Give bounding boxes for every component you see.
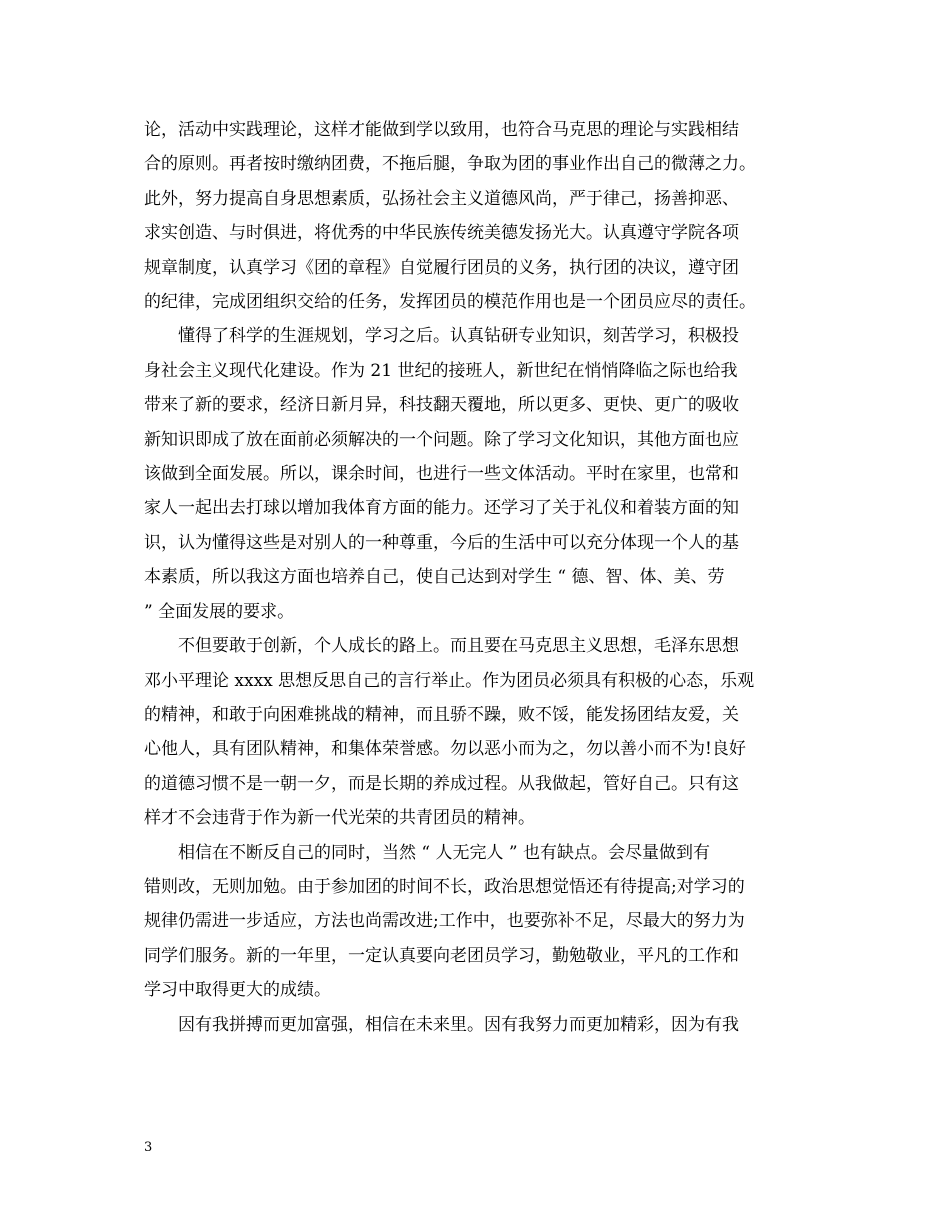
text-line: 相信在不断反自己的同时，当然 “ 人无完人 ” 也有缺点。会尽量做到有 [178,842,710,863]
text-line: 合的原则。再者按时缴纳团费，不拖后腿，争取为团的事业作出自己的微薄之力。 [144,154,756,175]
text-line: ” 全面发展的要求。 [144,601,295,622]
text-line: 该做到全面发展。所以，课余时间，也进行一些文体活动。平时在家里，也常和 [144,464,739,485]
text-line: 论，活动中实践理论，这样才能做到学以致用，也符合马克思的理论与实践相结 [144,120,739,140]
paragraph-4 [144,836,812,1008]
text-line: 不但要敢于创新，个人成长的路上。而且要在马克思主义思想，毛泽东思想 [178,636,739,657]
text-line: 家人一起出去打球以增加我体育方面的能力。还学习了关于礼仪和着装方面的知 [144,498,739,519]
page-number: 3 [144,1140,153,1155]
text-line: 的纪律，完成团组织交给的任务，发挥团员的模范作用也是一个团员应尽的责任。 [144,292,756,313]
text-line: 新知识即成了放在面前必须解决的一个问题。除了学习文化知识，其他方面也应 [144,429,739,450]
text-line: 识，认为懂得这些是对别人的一种尊重，今后的生活中可以充分体现一个人的基 [144,532,739,553]
document-body [144,113,812,1042]
text-line: 求实创造、与时俱进，将优秀的中华民族传统美德发扬光大。认真遵守学院各项 [144,223,739,244]
text-line: 懂得了科学的生涯规划，学习之后。认真钻研专业知识，刻苦学习，积极投 [178,326,739,347]
text-line: 错则改，无则加勉。由于参加团的时间不长，政治思想觉悟还有待提高;对学习的 [144,876,745,897]
text-line: 规章制度，认真学习《团的章程》自觉履行团员的义务，执行团的决议，遵守团 [144,257,739,278]
text-line: 心他人，具有团队精神，和集体荣誉感。勿以恶小而为之，勿以善小而不为!良好 [144,739,746,760]
text-line: 此外，努力提高自身思想素质，弘扬社会主义道德风尚，严于律己，扬善抑恶、 [144,188,739,209]
text-line: 因有我拼搏而更加富强，相信在未来里。因有我努力而更加精彩，因为有我 [178,1014,739,1035]
text-line: 带来了新的要求，经济日新月异，科技翻天覆地，所以更多、更快、更广的吸收 [144,395,739,416]
text-line: 同学们服务。新的一年里，一定认真要向老团员学习，勤勉敬业，平凡的工作和 [144,945,739,966]
paragraph-3 [144,629,812,835]
paragraph-1 [144,113,812,319]
text-line: 身社会主义现代化建设。作为 21 世纪的接班人，新世纪在悄悄降临之际也给我 [144,360,738,381]
text-line: 的精神，和敢于向困难挑战的精神，而且骄不躁，败不馁，能发扬团结友爱，关 [144,704,739,725]
text-line: 邓小平理论 xxxx 思想反思自己的言行举止。作为团员必须具有积极的心态，乐观 [144,670,755,691]
paragraph-2 [144,319,812,629]
text-line: 学习中取得更大的成绩。 [144,980,331,1001]
text-line: 本素质，所以我这方面也培养自己，使自己达到对学生 “ 德、智、体、美、劳 [144,567,725,588]
text-line: 的道德习惯不是一朝一夕，而是长期的养成过程。从我做起，管好自己。只有这 [144,773,739,794]
text-line: 规律仍需进一步适应，方法也尚需改进;工作中，也要弥补不足，尽最大的努力为 [144,911,745,932]
paragraph-5 [144,1008,812,1042]
text-line: 样才不会违背于作为新一代光荣的共青团员的精神。 [144,808,535,829]
